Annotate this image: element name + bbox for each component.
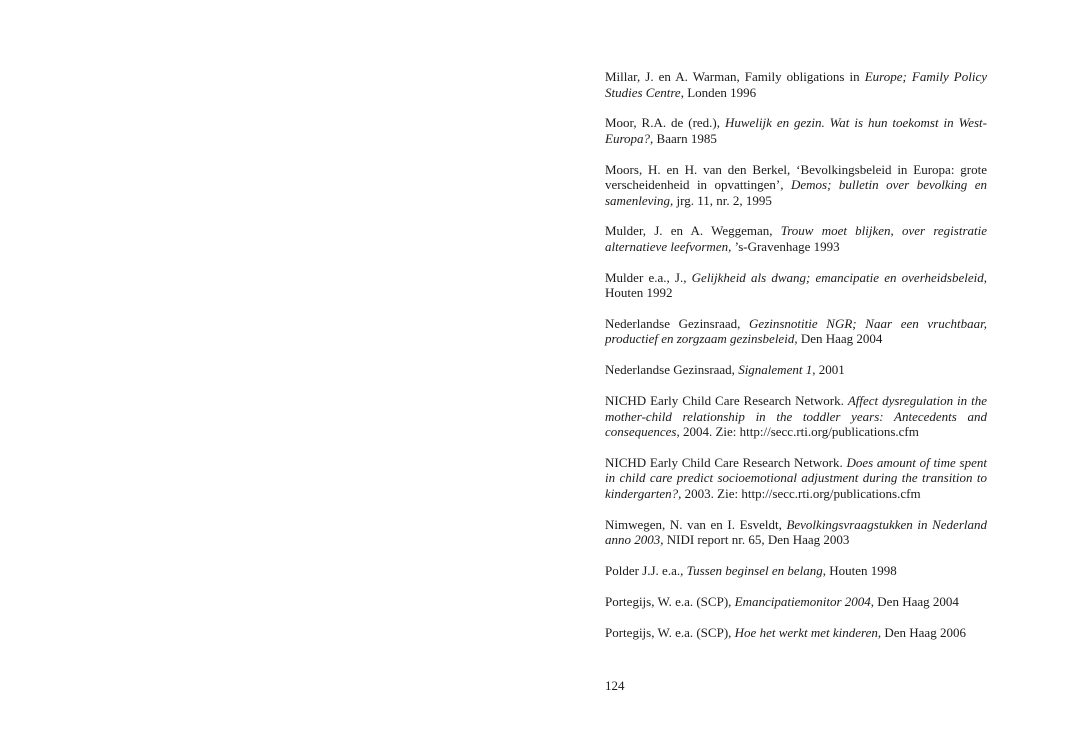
page-number: 124 — [605, 678, 625, 693]
reference-entry: Mulder, J. en A. Weggeman, Trouw moet blijken, over registratie alternatieve leefvormen, ’s-Gravenhage 1993 — [605, 223, 987, 254]
reference-entry: Polder J.J. e.a., Tussen beginsel en belang, Houten 1998 — [605, 562, 897, 578]
reference-entry: Moors, H. en H. van den Berkel, ‘Bevolkingsbeleid in Europa: grote verscheidenheid in opvattingen’, Demos; bulletin over bevolking en samenleving, jrg. 11, nr. 2, 1995 — [605, 161, 988, 208]
reference-entry: NICHD Early Child Care Research Network. Affect dysregulation in the mother-child relationship in the toddler years: Antecedents and consequences, 2004. Zie: http://secc.rti.org/publications.cfm — [605, 393, 987, 440]
reference-entry: Nederlandse Gezinsraad, Signalement 1, 2001 — [605, 362, 845, 378]
reference-entry: Nimwegen, N. van en I. Esveldt, Bevolkingsvraagstukken in Nederland anno 2003, NIDI report nr. 65, Den Haag 2003 — [605, 516, 987, 548]
reference-entry: Portegijs, W. e.a. (SCP), Emancipatiemonitor 2004, Den Haag 2004 — [605, 593, 959, 609]
reference-entry: Mulder e.a., J., Gelijkheid als dwang; emancipatie en overheidsbeleid, Houten 1992 — [605, 269, 987, 301]
reference-entry: Portegijs, W. e.a. (SCP), Hoe het werkt met kinderen, Den Haag 2006 — [605, 624, 966, 640]
reference-entry: NICHD Early Child Care Research Network. Does amount of time spent in child care predict socioemotional adjustment during the transition to kindergarten?, 2003. Zie: http://secc.rti.org/publications.cfm — [605, 454, 987, 501]
reference-list — [605, 69, 987, 655]
reference-entry: Nederlandse Gezinsraad, Gezinsnotitie NGR; Naar een vruchtbaar, productief en zorgzaam gezinsbeleid, Den Haag 2004 — [605, 315, 987, 347]
reference-entry: Moor, R.A. de (red.), Huwelijk en gezin. Wat is hun toekomst in West-Europa?, Baarn 1985 — [605, 115, 987, 146]
reference-entry: Millar, J. en A. Warman, Family obligations in Europe; Family Policy Studies Centre, Londen 1996 — [605, 69, 987, 100]
